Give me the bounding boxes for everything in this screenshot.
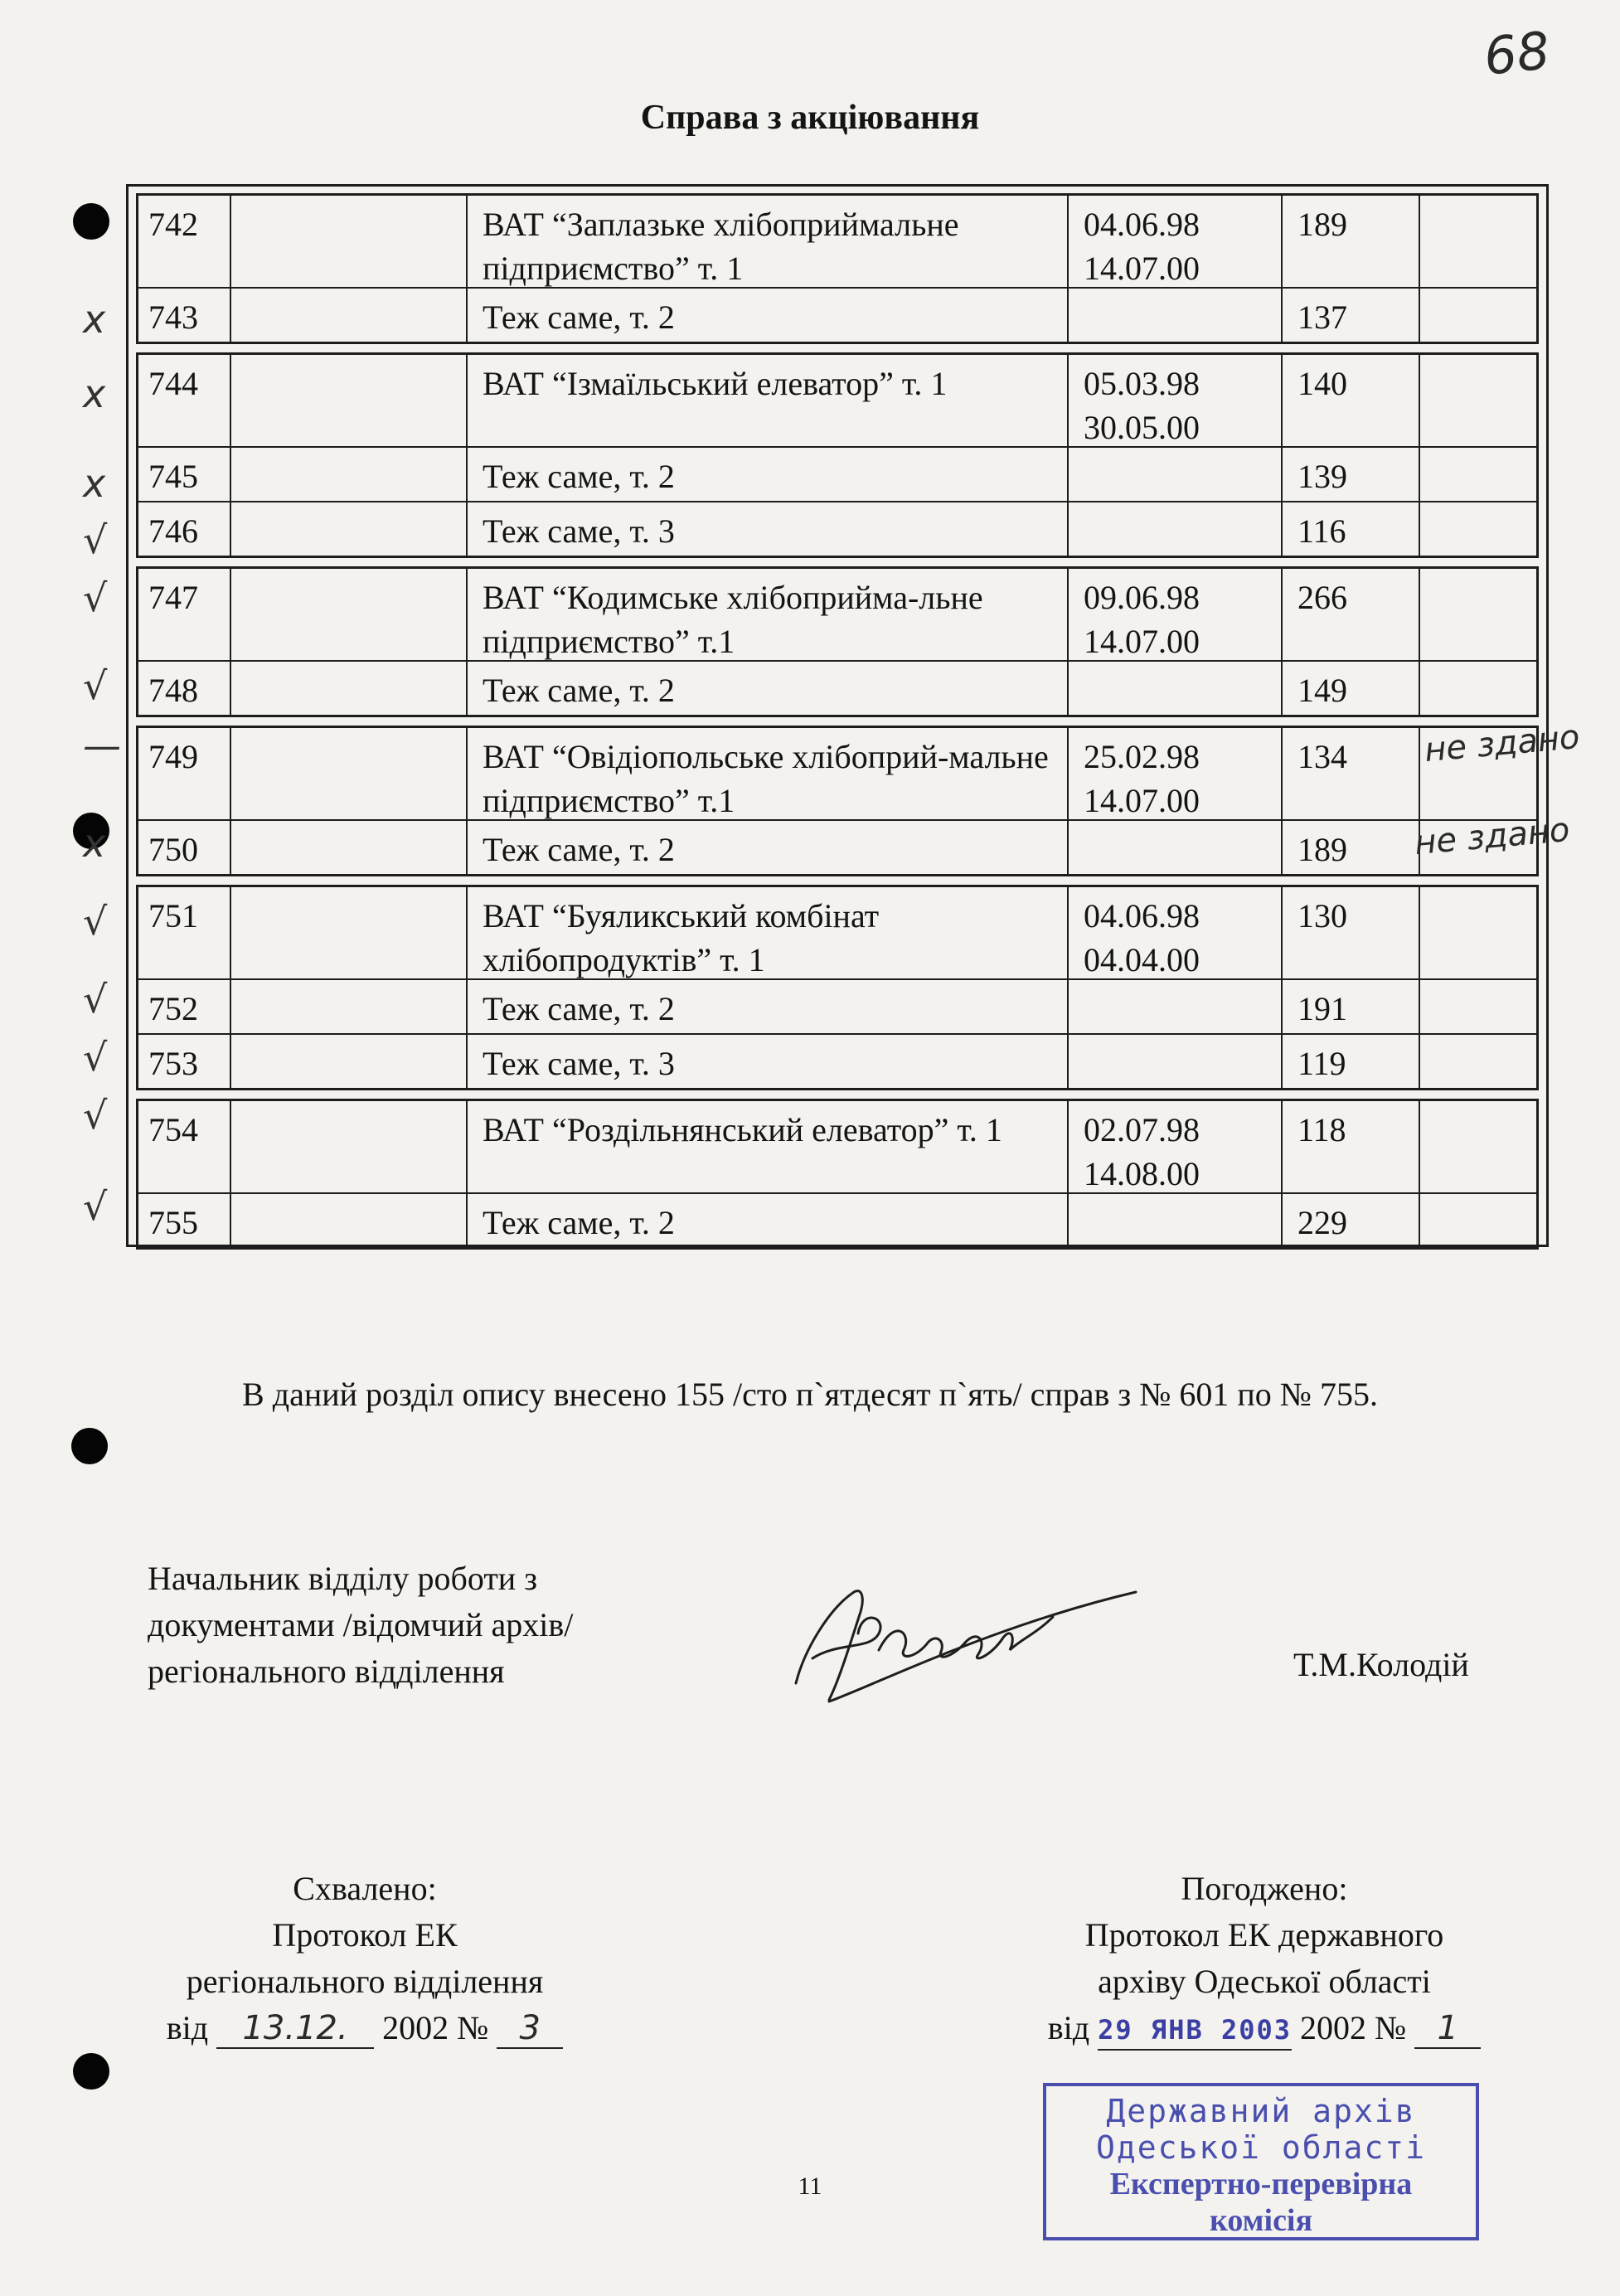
case-note	[1419, 355, 1536, 446]
case-index	[230, 887, 466, 978]
case-sheets: 149	[1281, 662, 1419, 715]
case-number: 753	[148, 1045, 198, 1082]
case-sheets: 189	[1281, 821, 1419, 874]
agreed-no-prefix: №	[1375, 2009, 1407, 2046]
case-note	[1419, 1101, 1536, 1192]
table-group	[136, 726, 1539, 876]
table-row	[138, 887, 1536, 978]
agreed-number-hand: 1	[1414, 2009, 1481, 2049]
case-note	[1419, 196, 1536, 287]
case-index	[230, 662, 466, 715]
inventory-table	[126, 184, 1549, 1247]
approved-line: регіонального відділення	[186, 1963, 544, 2000]
agreed-date-line	[1028, 2005, 1501, 2051]
case-number: 744	[148, 365, 198, 402]
agreed-block	[1028, 1866, 1501, 2051]
table-row	[138, 446, 1536, 501]
case-note	[1419, 887, 1536, 978]
table-group	[136, 566, 1539, 717]
case-index	[230, 1194, 466, 1247]
case-index	[230, 196, 466, 287]
case-sheets: 137	[1281, 289, 1419, 342]
case-dates	[1067, 289, 1281, 342]
table-row	[138, 569, 1536, 660]
table-row	[138, 660, 1536, 715]
summary-line: В даний розділ опису внесено 155 /сто п`ятдесят п`ять/ справ з № 601 по № 755.	[242, 1376, 1378, 1413]
table-row	[138, 728, 1536, 819]
case-number: 748	[148, 672, 198, 709]
margin-check-mark: √	[83, 1093, 108, 1138]
case-note	[1419, 980, 1536, 1033]
case-dates	[1067, 502, 1281, 556]
case-sheets: 229	[1281, 1194, 1419, 1247]
stamp-line-3: Експертно-перевірна	[1109, 2167, 1413, 2201]
table-row	[138, 287, 1536, 342]
case-number: 755	[148, 1204, 198, 1241]
case-number: 747	[148, 579, 198, 616]
punch-hole	[71, 1428, 108, 1464]
case-dates	[1067, 662, 1281, 715]
page-number: 11	[798, 2172, 822, 2200]
case-note	[1419, 448, 1536, 501]
agreed-line: Протокол ЕК державного	[1084, 1916, 1444, 1954]
case-sheets: 191	[1281, 980, 1419, 1033]
approved-line: Протокол ЕК	[272, 1916, 458, 1954]
case-number: 754	[148, 1111, 198, 1148]
case-number: 742	[148, 206, 198, 243]
agreed-line: Погоджено:	[1181, 1870, 1348, 1907]
case-title: ВАТ “Заплазьке хлібоприймальне підприємство” т. 1	[466, 196, 1067, 287]
margin-check-mark: √	[83, 977, 108, 1022]
case-title: Теж саме, т. 2	[466, 1194, 1067, 1247]
case-title: Теж саме, т. 2	[466, 980, 1067, 1033]
case-dates	[1067, 1194, 1281, 1247]
table-row	[138, 1101, 1536, 1192]
margin-check-mark: √	[83, 1035, 108, 1080]
margin-check-mark: √	[83, 1184, 108, 1229]
signatory-role	[148, 1556, 660, 1695]
case-number: 746	[148, 512, 198, 550]
side-note-749: не здано	[1423, 717, 1582, 770]
table-group	[136, 193, 1539, 344]
case-title: Теж саме, т. 3	[466, 1035, 1067, 1088]
margin-check-mark: √	[83, 663, 108, 708]
table-row	[138, 501, 1536, 556]
case-title: Теж саме, т. 2	[466, 821, 1067, 874]
case-note	[1419, 502, 1536, 556]
case-sheets: 130	[1281, 887, 1419, 978]
case-dates: 04.06.98 14.07.00	[1067, 196, 1281, 287]
case-sheets: 116	[1281, 502, 1419, 556]
case-sheets: 266	[1281, 569, 1419, 660]
case-number: 750	[148, 831, 198, 868]
signatory-name: Т.М.Колодій	[1293, 1646, 1469, 1683]
margin-check-mark: √	[83, 575, 108, 620]
case-title: ВАТ “Роздільнянський елеватор” т. 1	[466, 1101, 1067, 1192]
case-title: Теж саме, т. 3	[466, 502, 1067, 556]
signatory-role-line: Начальник відділу роботи з	[148, 1560, 537, 1597]
case-index	[230, 448, 466, 501]
case-index	[230, 980, 466, 1033]
section-title: Справа з акціювання	[640, 99, 980, 137]
margin-check-mark: x	[83, 461, 106, 506]
case-index	[230, 289, 466, 342]
table-row	[138, 1033, 1536, 1088]
table-row	[138, 819, 1536, 874]
approved-line: Схвалено:	[293, 1870, 437, 1907]
case-note	[1419, 662, 1536, 715]
case-sheets: 140	[1281, 355, 1419, 446]
stamp-line-1: Державний архів	[1106, 2093, 1416, 2129]
stamp-line-2: Одеської області	[1095, 2129, 1427, 2166]
case-title: Теж саме, т. 2	[466, 448, 1067, 501]
case-title: ВАТ “Кодимське хлібоприйма-льне підприємство” т.1	[466, 569, 1067, 660]
handwritten-signature	[779, 1559, 1144, 1725]
case-number: 752	[148, 990, 198, 1027]
table-row	[138, 978, 1536, 1033]
case-dates	[1067, 980, 1281, 1033]
punch-hole	[73, 203, 109, 240]
case-index	[230, 1101, 466, 1192]
margin-check-mark: √	[83, 517, 108, 562]
table-group	[136, 885, 1539, 1090]
approved-date-prefix: від	[166, 2009, 209, 2046]
case-index	[230, 821, 466, 874]
agreed-year: 2002	[1300, 2009, 1367, 2046]
case-dates: 05.03.98 30.05.00	[1067, 355, 1281, 446]
stamp-line-4: комісія	[1209, 2203, 1313, 2238]
case-title: Теж саме, т. 2	[466, 289, 1067, 342]
margin-check-mark: x	[83, 297, 106, 342]
case-title: Теж саме, т. 2	[466, 662, 1067, 715]
approved-date-hand: 13.12.	[216, 2009, 374, 2049]
margin-check-mark: x	[83, 821, 106, 866]
approved-date-line	[124, 2005, 605, 2051]
margin-check-mark: —	[83, 723, 121, 768]
approved-block	[124, 1866, 605, 2051]
case-sheets: 134	[1281, 728, 1419, 819]
case-dates: 25.02.98 14.07.00	[1067, 728, 1281, 819]
case-dates: 04.06.98 04.04.00	[1067, 887, 1281, 978]
case-index	[230, 728, 466, 819]
case-dates: 02.07.98 14.08.00	[1067, 1101, 1281, 1192]
side-note-750: не здано	[1413, 810, 1572, 863]
approved-year: 2002	[382, 2009, 449, 2046]
margin-check-mark: x	[83, 371, 106, 416]
case-number: 745	[148, 458, 198, 495]
case-note	[1419, 1035, 1536, 1088]
margin-check-mark: √	[83, 899, 108, 944]
case-dates	[1067, 448, 1281, 501]
case-note	[1419, 1194, 1536, 1247]
case-sheets: 139	[1281, 448, 1419, 501]
case-dates: 09.06.98 14.07.00	[1067, 569, 1281, 660]
case-index	[230, 355, 466, 446]
case-sheets: 118	[1281, 1101, 1419, 1192]
approved-no-prefix: №	[457, 2009, 489, 2046]
signatory-role-line: документами /відомчий архів/	[148, 1606, 574, 1643]
case-title: ВАТ “Буяликський комбінат хлібопродуктів” т. 1	[466, 887, 1067, 978]
case-sheets: 119	[1281, 1035, 1419, 1088]
archive-stamp	[1043, 2083, 1479, 2240]
table-row	[138, 196, 1536, 287]
case-index	[230, 502, 466, 556]
case-title: ВАТ “Ізмаїльський елеватор” т. 1	[466, 355, 1067, 446]
signatory-role-line: регіонального відділення	[148, 1653, 505, 1690]
case-index	[230, 569, 466, 660]
case-index	[230, 1035, 466, 1088]
case-number: 749	[148, 738, 198, 775]
table-group	[136, 352, 1539, 558]
case-sheets: 189	[1281, 196, 1419, 287]
case-note	[1419, 289, 1536, 342]
agreed-date-prefix: від	[1047, 2009, 1090, 2046]
case-number: 751	[148, 897, 198, 934]
table-group	[136, 1099, 1539, 1250]
punch-hole	[73, 2053, 109, 2090]
case-dates	[1067, 1035, 1281, 1088]
agreed-date-stamp: 29 ЯНВ 2003	[1098, 2011, 1292, 2051]
case-dates	[1067, 821, 1281, 874]
case-number: 743	[148, 299, 198, 336]
case-note	[1419, 569, 1536, 660]
agreed-line: архіву Одеської області	[1098, 1963, 1431, 2000]
case-title: ВАТ “Овідіопольське хлібоприй-мальне підприємство” т.1	[466, 728, 1067, 819]
table-row	[138, 355, 1536, 446]
table-row	[138, 1192, 1536, 1247]
archive-page-number: 68	[1481, 20, 1553, 87]
approved-number-hand: 3	[497, 2009, 563, 2049]
